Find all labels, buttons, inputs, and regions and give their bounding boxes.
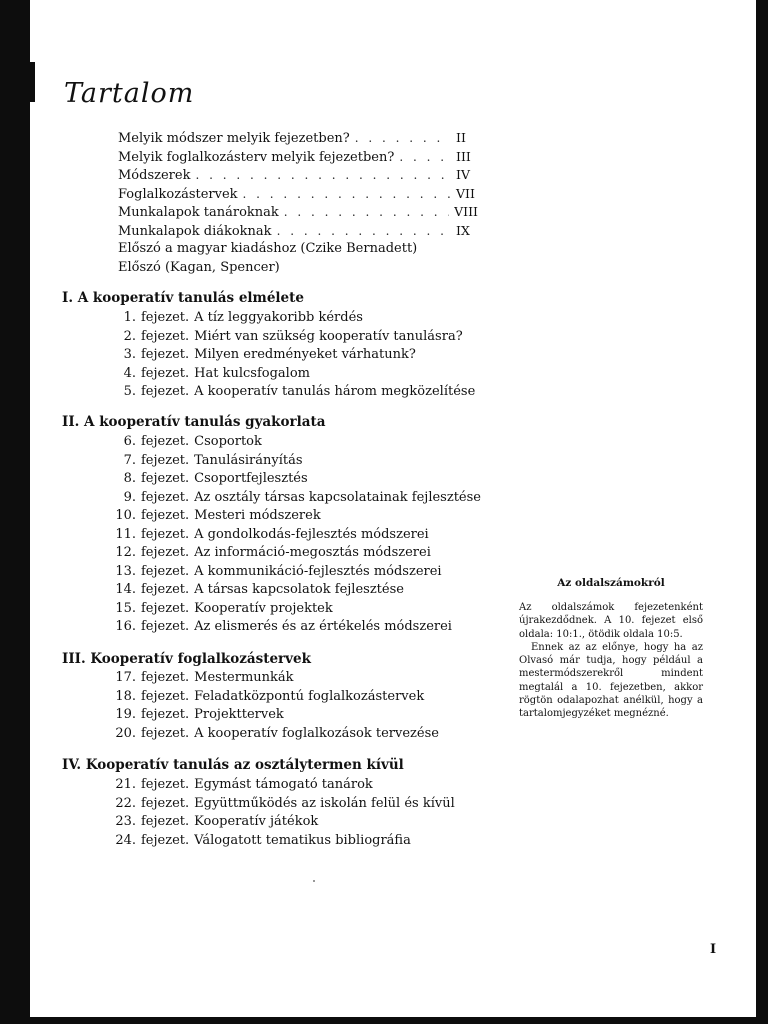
chapter-entry[interactable]	[100, 309, 520, 328]
front-matter-entry[interactable]	[118, 166, 478, 185]
chapter-word: fejezet.	[141, 814, 190, 829]
chapter-number: 13.	[115, 563, 136, 579]
scan-speck	[313, 880, 315, 882]
front-matter-list	[118, 129, 478, 277]
page-right-edge	[756, 0, 768, 1024]
entry-page: III	[456, 148, 471, 164]
leader-dots	[399, 148, 451, 167]
chapter-entry[interactable]	[100, 725, 520, 744]
chapter-entry[interactable]	[100, 776, 520, 795]
leader-dots	[284, 203, 449, 222]
chapter-title: Feladatközpontú foglalkozástervek	[194, 688, 425, 704]
chapter-word: fejezet.	[141, 688, 190, 704]
chapter-number: 7.	[123, 452, 136, 468]
chapter-word: fejezet.	[141, 452, 190, 468]
chapter-title: Az osztály társas kapcsolatainak fejlesztése	[194, 489, 481, 505]
chapter-number: 23.	[115, 814, 136, 829]
leader-dots	[195, 166, 451, 185]
chapter-entry[interactable]	[100, 832, 520, 851]
chapter-number: 5.	[123, 384, 136, 399]
chapter-number: 6.	[123, 434, 136, 449]
chapter-entry[interactable]	[100, 507, 520, 526]
chapter-word: fejezet.	[141, 489, 190, 505]
page-number: I	[710, 942, 717, 957]
chapter-number: 10.	[115, 508, 136, 523]
chapter-title: A kooperatív foglalkozások tervezése	[194, 725, 439, 741]
page-binding-notch	[30, 62, 35, 102]
chapter-word: fejezet.	[141, 670, 190, 685]
chapter-entry[interactable]	[100, 383, 520, 402]
chapter-title: Hat kulcsfogalom	[194, 365, 310, 381]
chapter-entry[interactable]	[100, 618, 520, 637]
front-matter-entry[interactable]	[118, 148, 478, 167]
chapter-number: 20.	[115, 725, 136, 741]
chapter-number: 24.	[115, 832, 136, 848]
chapter-word: fejezet.	[141, 545, 190, 560]
chapter-word: fejezet.	[141, 600, 190, 616]
chapter-title: A kommunikáció-fejlesztés módszerei	[194, 563, 442, 579]
chapter-word: fejezet.	[141, 582, 190, 597]
page-numbering-note	[519, 577, 703, 721]
chapter-number: 12.	[115, 545, 136, 560]
entry-page: IX	[456, 222, 470, 238]
chapter-entry[interactable]	[100, 600, 520, 619]
chapter-entry[interactable]	[100, 452, 520, 471]
chapter-entry[interactable]	[100, 706, 520, 725]
chapter-entry[interactable]	[100, 581, 520, 600]
leader-dots	[277, 222, 451, 241]
chapter-word: fejezet.	[141, 471, 190, 486]
leader-dots	[355, 129, 451, 148]
chapter-title: Tanulásirányítás	[194, 452, 303, 468]
chapter-title: Egymást támogató tanárok	[194, 777, 373, 792]
chapter-word: fejezet.	[141, 310, 190, 325]
note-paragraph: Ennek az az előnye, hogy ha az Olvasó már tudja, hogy például a mestermódszerekről mindent megtalál a 10. fejezetben, akkor rögtön odalapozhat anélkül, hogy a tartalomjegyzéket megnézné.	[519, 641, 703, 720]
chapter-number: 14.	[115, 582, 136, 597]
chapter-entry[interactable]	[100, 346, 520, 365]
chapter-entry[interactable]	[100, 544, 520, 563]
chapter-title: Miért van szükség kooperatív tanulásra?	[194, 328, 463, 344]
chapter-word: fejezet.	[141, 777, 190, 792]
chapter-entry[interactable]	[100, 688, 520, 707]
note-title: Az oldalszámokról	[557, 577, 665, 589]
chapter-word: fejezet.	[141, 508, 190, 523]
chapter-entry[interactable]	[100, 795, 520, 814]
chapter-title: Együttműködés az iskolán felül és kívül	[194, 795, 455, 811]
entry-page: IV	[456, 167, 470, 182]
chapter-entry[interactable]	[100, 813, 520, 832]
chapter-number: 15.	[115, 600, 136, 616]
entry-page: II	[456, 130, 466, 145]
leader-dots	[243, 185, 451, 204]
entry-page: VII	[456, 185, 475, 201]
chapter-number: 18.	[115, 688, 136, 704]
chapter-word: fejezet.	[141, 526, 190, 542]
chapter-number: 11.	[115, 526, 136, 542]
front-matter-entry[interactable]	[118, 259, 478, 278]
chapter-number: 4.	[123, 365, 136, 381]
chapter-word: fejezet.	[141, 384, 190, 399]
entry-title: Melyik módszer melyik fejezetben?	[118, 131, 350, 146]
front-matter-entry[interactable]	[118, 129, 478, 148]
chapter-title: Mestermunkák	[194, 670, 294, 685]
chapter-number: 22.	[115, 795, 136, 811]
chapter-title: A tíz leggyakoribb kérdés	[194, 310, 363, 325]
chapter-number: 17.	[115, 670, 136, 685]
chapter-word: fejezet.	[141, 563, 190, 579]
chapter-number: 16.	[115, 619, 136, 634]
chapter-list	[100, 669, 520, 743]
part-heading: IV. Kooperatív tanulás az osztálytermen kívül	[62, 757, 404, 773]
chapter-entry[interactable]	[100, 563, 520, 582]
chapter-list	[100, 776, 520, 850]
chapter-word: fejezet.	[141, 795, 190, 811]
chapter-list	[100, 433, 520, 637]
chapter-word: fejezet.	[141, 725, 190, 741]
chapter-entry[interactable]	[100, 470, 520, 489]
entry-title: Előszó (Kagan, Spencer)	[118, 259, 280, 275]
entry-page: VIII	[454, 204, 478, 219]
entry-title: Módszerek	[118, 168, 191, 183]
chapter-word: fejezet.	[141, 347, 190, 362]
chapter-number: 3.	[123, 347, 136, 362]
part-heading: I. A kooperatív tanulás elmélete	[62, 290, 304, 306]
chapter-entry[interactable]	[100, 489, 520, 508]
entry-title: Előszó a magyar kiadáshoz (Czike Bernadett)	[118, 241, 418, 256]
chapter-word: fejezet.	[141, 365, 190, 381]
part-heading: II. A kooperatív tanulás gyakorlata	[62, 414, 326, 430]
front-matter-entry[interactable]	[118, 240, 478, 259]
chapter-number: 21.	[115, 777, 136, 792]
chapter-entry[interactable]	[100, 328, 520, 347]
chapter-number: 19.	[115, 707, 136, 722]
chapter-word: fejezet.	[141, 328, 190, 344]
chapter-word: fejezet.	[141, 832, 190, 848]
chapter-entry[interactable]	[100, 526, 520, 545]
chapter-title: A kooperatív tanulás három megközelítése	[194, 384, 476, 399]
chapter-word: fejezet.	[141, 434, 190, 449]
part-heading: III. Kooperatív foglalkozástervek	[62, 651, 311, 667]
note-paragraph: Az oldalszámok fejezetenként újrakezdődnek. A 10. fejezet első oldala: 10:1., ötödik oldala 10:5.	[519, 602, 703, 640]
chapter-entry[interactable]	[100, 669, 520, 688]
page-binding-edge	[0, 0, 30, 1024]
chapter-entry[interactable]	[100, 365, 520, 384]
chapter-title: Milyen eredményeket várhatunk?	[194, 347, 416, 362]
chapter-list	[100, 309, 520, 402]
chapter-title: Projekttervek	[194, 707, 284, 722]
entry-title: Foglalkozástervek	[118, 186, 238, 202]
page-title: Tartalom	[64, 78, 195, 109]
chapter-number: 1.	[123, 310, 136, 325]
chapter-number: 8.	[123, 471, 136, 486]
chapter-title: Csoportfejlesztés	[194, 471, 308, 486]
chapter-word: fejezet.	[141, 707, 190, 722]
chapter-title: Az elismerés és az értékelés módszerei	[194, 619, 452, 634]
chapter-title: Az információ-megosztás módszerei	[194, 545, 431, 560]
entry-title: Munkalapok diákoknak	[118, 223, 272, 239]
chapter-title: A gondolkodás-fejlesztés módszerei	[194, 526, 429, 542]
chapter-title: Mesteri módszerek	[194, 508, 321, 523]
chapter-title: Kooperatív játékok	[194, 814, 319, 829]
chapter-number: 2.	[123, 328, 136, 344]
chapter-entry[interactable]	[100, 433, 520, 452]
front-matter-entry[interactable]	[118, 185, 478, 204]
entry-title: Melyik foglalkozásterv melyik fejezetben?	[118, 149, 395, 165]
entry-title: Munkalapok tanároknak	[118, 205, 279, 220]
chapter-title: A társas kapcsolatok fejlesztése	[194, 582, 404, 597]
front-matter-entry[interactable]	[118, 203, 478, 222]
chapter-title: Csoportok	[194, 434, 262, 449]
page-bottom-edge	[0, 1017, 768, 1024]
chapter-title: Válogatott tematikus bibliográfia	[194, 832, 411, 848]
chapter-title: Kooperatív projektek	[194, 600, 333, 616]
front-matter-entry[interactable]	[118, 222, 478, 241]
chapter-number: 9.	[123, 489, 136, 505]
chapter-word: fejezet.	[141, 619, 190, 634]
